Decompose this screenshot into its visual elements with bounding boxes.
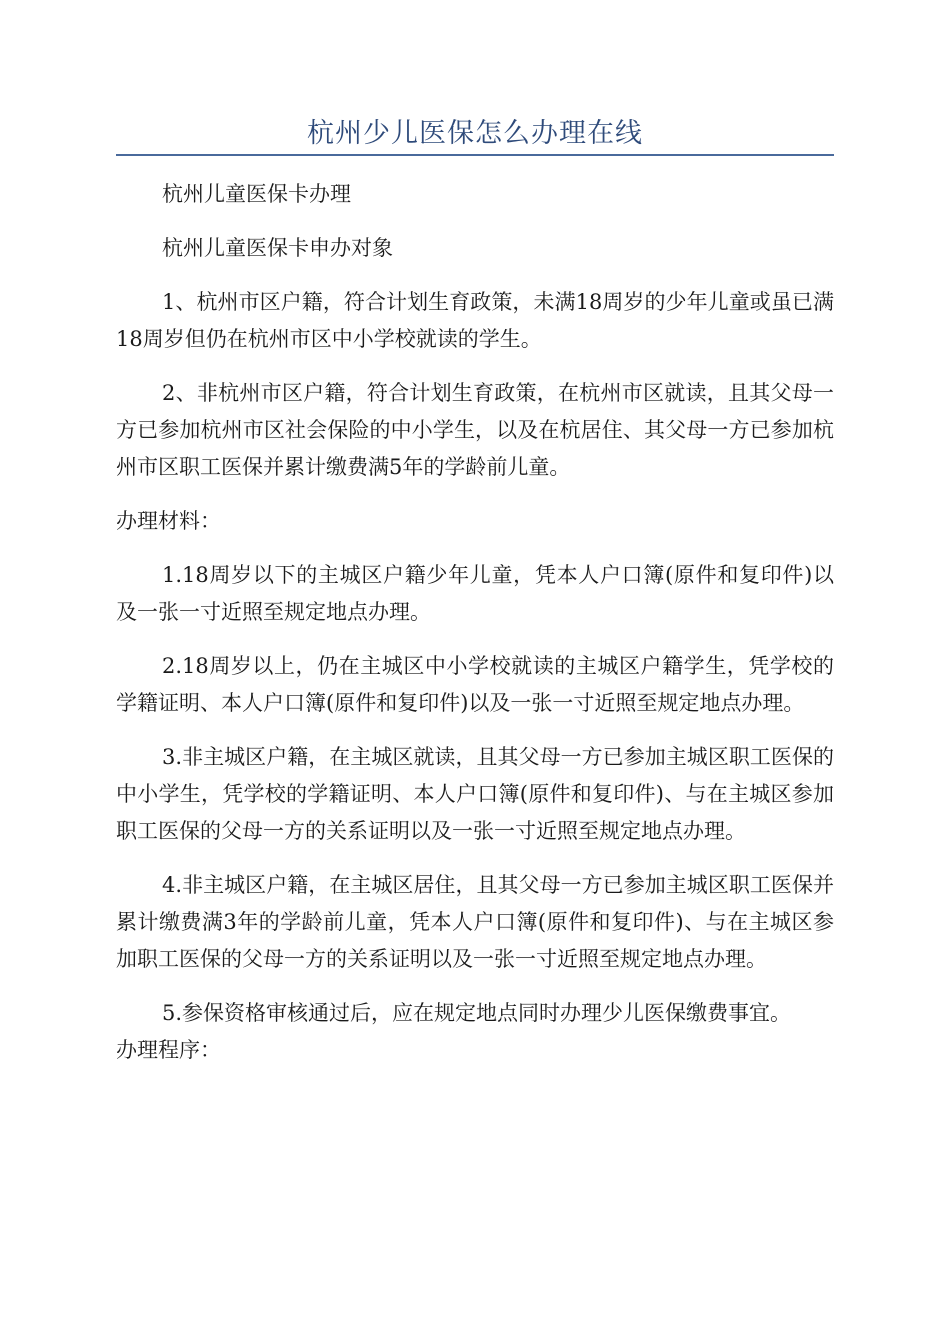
document-body bbox=[116, 176, 834, 1086]
paragraph-heading-procedure: 办理程序： bbox=[116, 1038, 221, 1062]
paragraph-material-2: 2.18周岁以上，仍在主城区中小学校就读的主城区户籍学生，凭学校的学籍证明、本人户口簿(原件和复印件)以及一张一寸近照至规定地点办理。 bbox=[116, 654, 834, 715]
paragraph-material-5: 5.参保资格审核通过后，应在规定地点同时办理少儿医保缴费事宜。 bbox=[162, 1001, 792, 1025]
paragraph-heading-card: 杭州儿童医保卡办理 bbox=[162, 182, 351, 206]
title-divider bbox=[116, 154, 834, 156]
document-title: 杭州少儿医保怎么办理在线 bbox=[307, 118, 643, 149]
paragraph-material-1: 1.18周岁以下的主城区户籍少年儿童，凭本人户口簿(原件和复印件)以及一张一寸近照至规定地点办理。 bbox=[116, 563, 834, 624]
paragraph-eligibility-1: 1、杭州市区户籍，符合计划生育政策，未满18周岁的少年儿童或虽已满18周岁但仍在杭州市区中小学校就读的学生。 bbox=[116, 290, 834, 351]
paragraph-heading-eligibility: 杭州儿童医保卡申办对象 bbox=[162, 236, 393, 260]
paragraph-eligibility-2: 2、非杭州市区户籍，符合计划生育政策，在杭州市区就读，且其父母一方已参加杭州市区社会保险的中小学生，以及在杭居住、其父母一方已参加杭州市区职工医保并累计缴费满5年的学龄前儿童。 bbox=[116, 381, 834, 479]
paragraph-material-4: 4.非主城区户籍，在主城区居住，且其父母一方已参加主城区职工医保并累计缴费满3年的学龄前儿童，凭本人户口簿(原件和复印件)、与在主城区参加职工医保的父母一方的关系证明以及一张一寸近照至规定地点办理。 bbox=[116, 873, 834, 971]
paragraph-material-3: 3.非主城区户籍，在主城区就读，且其父母一方已参加主城区职工医保的中小学生，凭学校的学籍证明、本人户口簿(原件和复印件)、与在主城区参加职工医保的父母一方的关系证明以及一张一寸近照至规定地点办理。 bbox=[116, 745, 834, 843]
paragraph-heading-materials: 办理材料： bbox=[116, 509, 221, 533]
